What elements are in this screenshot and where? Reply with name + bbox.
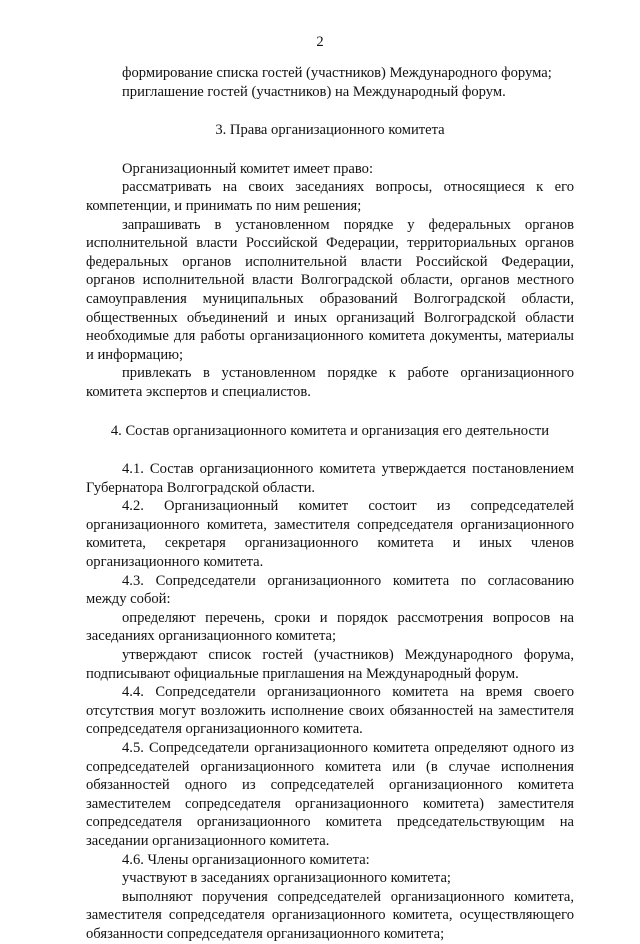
paragraph-4-2: 4.2. Организационный комитет состоит из сопредседателей организационного комитета, заместителя сопредседателя организационного комитета, секретаря организационного комитета и иных членов организационного комитета.	[86, 498, 574, 571]
paragraph-4-6: 4.6. Члены организационного комитета:	[122, 851, 370, 868]
paragraph-committee-rights: Организационный комитет имеет право:	[122, 160, 374, 177]
paragraph-4-5: 4.5. Сопредседатели организационного комитета определяют одного из сопредседателей организационного комитета или (в случае исполнения обязанностей одного из сопредседателей организационного комитета заместителем сопредседателя организационного комитета) заместителя сопредседателя организационного комитета председательствующим на заседании организационного комитета.	[86, 740, 574, 849]
section-3-heading: 3. Права организационного комитета	[215, 122, 445, 139]
document-body	[86, 64, 574, 944]
paragraph-guest-list: формирование списка гостей (участников) Международного форума;	[122, 65, 552, 81]
paragraph-4-3-approve: утверждают список гостей (участников) Международного форума, подписывают официальные приглашения на Международный форум.	[86, 647, 574, 682]
paragraph-right-request: запрашивать в установленном порядке у федеральных органов исполнительной власти Российской Федерации, территориальных органов федеральных органов исполнительной власти Российской Федерации, органов исполнительной власти Волгоградской области, органов местного самоуправления муниципальных образований Волгоградской области, общественных объединений и иных организаций Волгоградской области необходимые для работы организационного комитета документы, материалы и информацию;	[86, 216, 574, 363]
paragraph-4-1: 4.1. Состав организационного комитета утверждается постановлением Губернатора Волгоградской области.	[86, 461, 574, 496]
paragraph-4-3-define: определяют перечень, сроки и порядок рассмотрения вопросов на заседаниях организационного комитета;	[86, 609, 574, 645]
page-number: 2	[316, 34, 324, 50]
paragraph-4-6-execute: выполняют поручения сопредседателей организационного комитета, заместителя сопредседателя организационного комитета, осуществляющего обязанности сопредседателя организационного комитета;	[86, 888, 574, 942]
paragraph-guest-invitation: приглашение гостей (участников) на Международный форум.	[122, 83, 506, 100]
paragraph-right-involve: привлекать в установленном порядке к работе организационного комитета экспертов и специалистов.	[86, 365, 574, 400]
paragraph-4-6-participate: участвуют в заседаниях организационного комитета;	[122, 870, 451, 887]
paragraph-4-3: 4.3. Сопредседатели организационного комитета по согласованию между собой:	[86, 572, 574, 608]
paragraph-4-4: 4.4. Сопредседатели организационного комитета на время своего отсутствия могут возложить исполнение своих обязанностей на заместителя сопредседателя организационного комитета.	[86, 684, 574, 738]
paragraph-right-consider: рассматривать на своих заседаниях вопросы, относящиеся к его компетенции, и принимать по ним решения;	[86, 179, 574, 214]
section-4-heading: 4. Состав организационного комитета и организация его деятельности	[110, 422, 550, 439]
